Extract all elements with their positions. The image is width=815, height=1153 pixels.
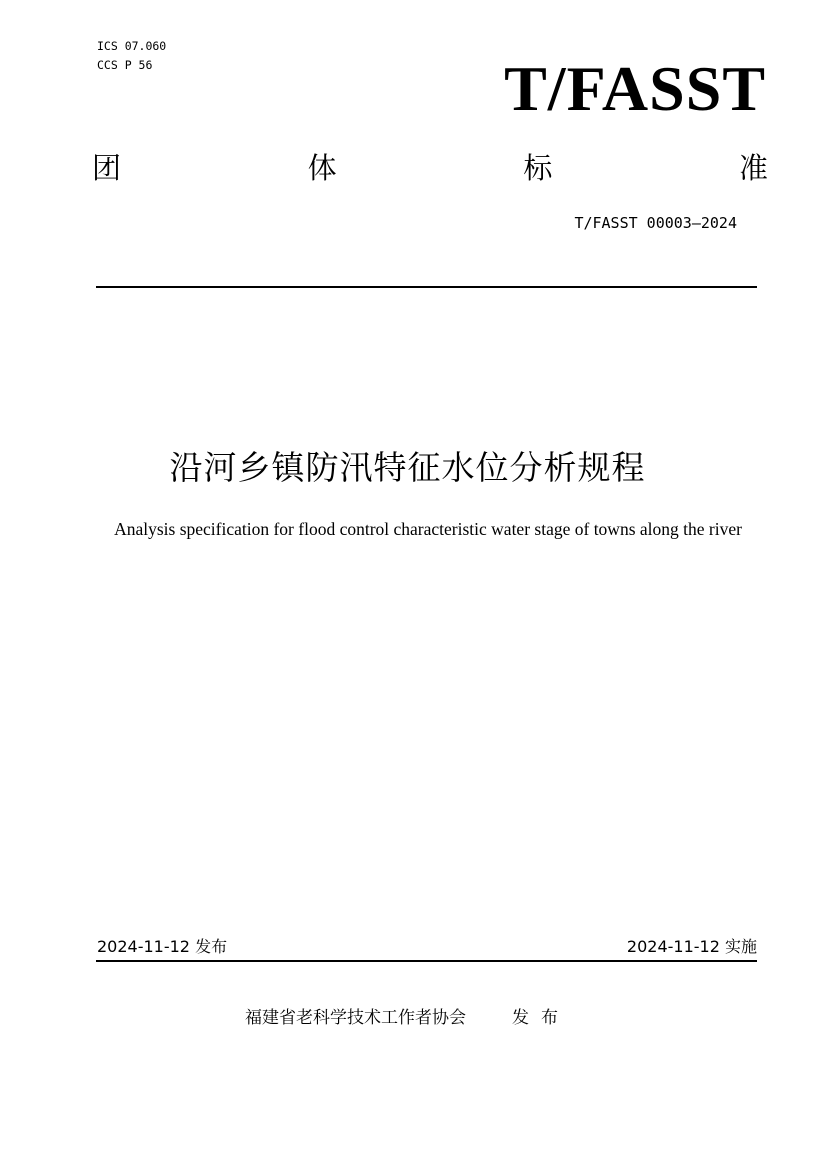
ics-code: ICS 07.060 <box>97 39 167 53</box>
classification-codes <box>97 37 166 75</box>
standard-type-char: 标 <box>523 151 553 185</box>
document-title-chinese: 沿河乡镇防汛特征水位分析规程 <box>169 448 646 487</box>
standard-type-char: 体 <box>307 151 337 185</box>
implementation-date: 2024-11-12 实施 <box>626 937 757 956</box>
standard-type-heading <box>92 150 768 186</box>
footer-divider <box>96 960 757 962</box>
header-divider <box>96 286 757 288</box>
issuer-line <box>0 1006 815 1030</box>
ccs-code: CCS P 56 <box>97 58 153 72</box>
issuer-name: 福建省老科学技术工作者协会 <box>245 1008 466 1028</box>
standard-number: T/FASST 00003—2024 <box>574 214 737 232</box>
standard-type-char: 准 <box>738 151 768 185</box>
standard-type-char: 团 <box>92 151 122 185</box>
issuer-action: 发布 <box>512 1008 570 1028</box>
document-title-english: Analysis specification for flood control characteristic water stage of towns along the river <box>114 519 742 539</box>
standard-logo: T/FASST <box>504 53 766 124</box>
issue-date: 2024-11-12 发布 <box>97 937 228 956</box>
